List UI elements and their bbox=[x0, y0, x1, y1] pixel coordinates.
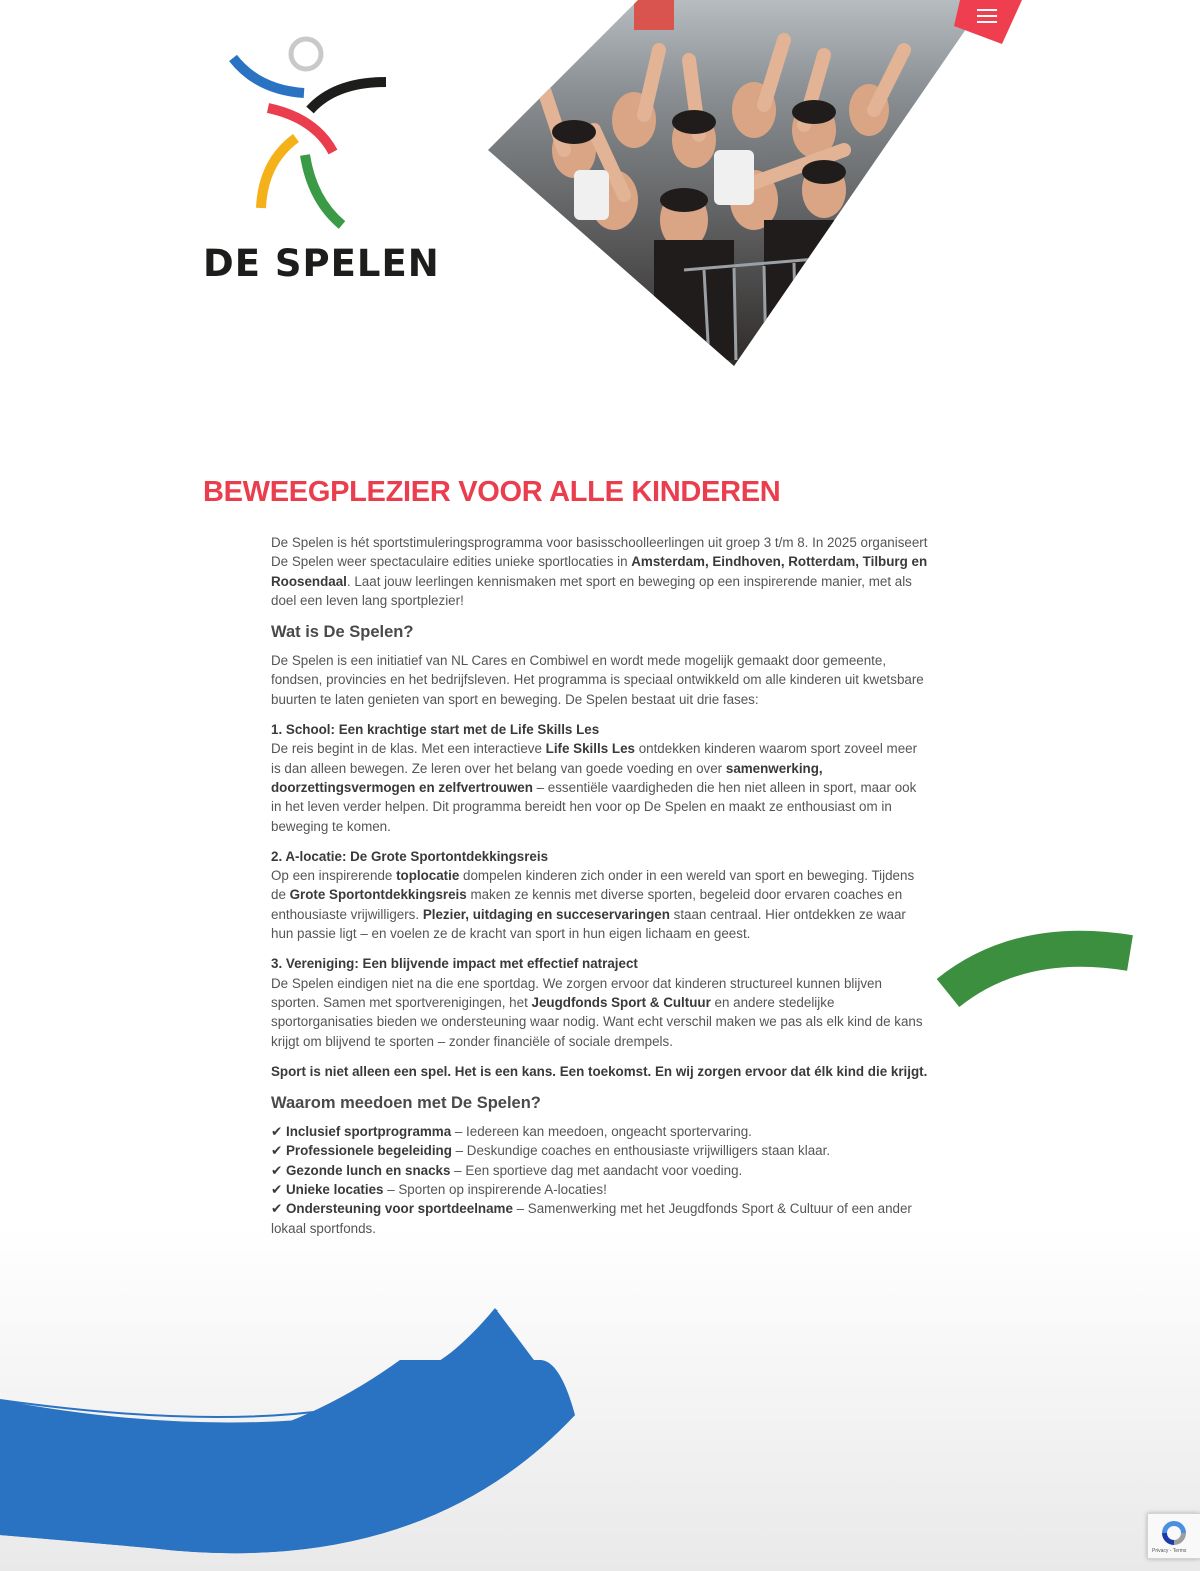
green-arc-decoration bbox=[930, 925, 1150, 1015]
recaptcha-icon bbox=[1159, 1518, 1189, 1548]
recaptcha-links[interactable]: Privacy - Terms bbox=[1152, 1548, 1187, 1554]
intro-text: De Spelen is hét sportstimuleringsprogramma voor basisschoolleerlingen uit groep 3 t/m 8. In 2025 organiseert De Spelen weer spectaculaire edities unieke sportlocaties in bbox=[271, 535, 928, 570]
phase-1 bbox=[271, 720, 929, 836]
phase-2-bold-3: Plezier, uitdaging en succeservaringen bbox=[422, 906, 670, 922]
list-item bbox=[271, 1180, 929, 1199]
hero-photo bbox=[484, 0, 986, 368]
intro-paragraph bbox=[271, 533, 929, 610]
phase-2-text-2: dompelen kinderen zich onder in een wereld van sport en beweging. Tijdens de bbox=[271, 868, 915, 903]
benefit-title: Inclusief sportprogramma bbox=[285, 1124, 452, 1140]
statement-text: Sport is niet alleen een spel. Het is een kans. Een toekomst. En wij zorgen ervoor dat élk kind die krijgt. bbox=[271, 1063, 928, 1079]
phase-3-text-2: en andere stedelijke sportorganisaties bieden we ondersteuning waar nodig. Want echt verschil maken we pas als elk kind de kans krijgt om blijvend te sporten – zonder financiële of sociale drempels. bbox=[271, 994, 923, 1049]
blue-arc-decoration bbox=[0, 1300, 590, 1571]
what-heading: Wat is De Spelen? bbox=[271, 623, 414, 642]
phase-2-bold-2: Grote Sportontdekkingsreis bbox=[289, 887, 467, 903]
page-title: BEWEEGPLEZIER VOOR ALLE KINDEREN bbox=[203, 476, 781, 508]
checkmark-icon: ✔ bbox=[271, 1124, 283, 1140]
benefit-text: – Samenwerking met het Jeugdfonds Sport & Cultuur of een ander lokaal sportfonds. bbox=[271, 1201, 912, 1236]
logo-wordmark: DE SPELEN bbox=[203, 242, 440, 285]
phase-1-bold: Life Skills Les bbox=[545, 741, 635, 757]
phase-3-text: De Spelen eindigen niet na die ene sportdag. We zorgen ervoor dat kinderen structureel kunnen blijven sporten. Samen met sportverenigingen, het bbox=[271, 975, 882, 1010]
phase-2-title: 2. A-locatie: De Grote Sportontdekkingsreis bbox=[271, 848, 549, 864]
phase-3 bbox=[271, 954, 929, 1050]
what-paragraph: De Spelen is een initiatief van NL Cares en Combiwel en wordt mede mogelijk gemaakt door gemeente, fondsen, provincies en het bedrijfsleven. Het programma is speciaal ontwikkeld om alle kinderen uit kwetsbare buurten te laten genieten van sport en beweging. De Spelen bestaat uit drie fases: bbox=[271, 653, 924, 707]
phase-2-text-3: maken ze kennis met diverse sporten, begeleid door ervaren coaches en enthousiaste vrijwilligers. bbox=[271, 887, 903, 922]
main-content bbox=[271, 533, 929, 1238]
phase-1-title: 1. School: Een krachtige start met de Life Skills Les bbox=[271, 722, 600, 738]
list-item bbox=[271, 1122, 929, 1141]
phase-2 bbox=[271, 847, 929, 943]
benefit-text: – Sporten op inspirerende A-locaties! bbox=[383, 1182, 607, 1198]
intro-cities: Amsterdam, Eindhoven, Rotterdam, Tilburg en Roosendaal bbox=[271, 554, 928, 589]
hamburger-icon-bottom bbox=[977, 21, 997, 23]
phase-3-title: 3. Vereniging: Een blijvende impact met effectief natraject bbox=[271, 956, 638, 972]
why-heading: Waarom meedoen met De Spelen? bbox=[271, 1094, 541, 1113]
logo-red-body-icon bbox=[268, 108, 333, 152]
statement bbox=[271, 1062, 929, 1081]
menu-button[interactable] bbox=[950, 0, 1025, 46]
phase-1-text-2: ontdekken kinderen waarom sport zoveel meer is dan alleen bewegen. Ze leren over het belang van goede voeding en over bbox=[271, 741, 918, 776]
logo-yellow-leg-icon bbox=[261, 138, 296, 208]
logo-ring-icon bbox=[291, 39, 321, 69]
phase-1-text: De reis begint in de klas. Met een interactieve bbox=[271, 741, 546, 757]
logo-green-leg-icon bbox=[305, 155, 342, 225]
phase-2-text: Op een inspirerende bbox=[271, 868, 397, 884]
checkmark-icon: ✔ bbox=[271, 1201, 283, 1217]
benefit-title: Gezonde lunch en snacks bbox=[285, 1162, 451, 1178]
phase-1-text-3: – essentiële vaardigheden die hen niet alleen in sport, maar ook in het leven verder helpen. Dit programma bereidt hen voor op De Spelen en maakt ze enthousiast om in beweging te komen. bbox=[271, 779, 917, 834]
list-item bbox=[271, 1199, 929, 1238]
intro-text-end: . Laat jouw leerlingen kennismaken met sport en beweging op een inspirerende manier, met als doel een leven lang sportplezier! bbox=[271, 573, 912, 608]
phase-2-text-4: staan centraal. Hier ontdekken ze waar hun passie ligt – en voelen ze de kracht van sport in hun eigen lichaam en geest. bbox=[271, 906, 906, 942]
logo-black-arm-icon bbox=[310, 82, 386, 110]
benefit-text: – Iedereen kan meedoen, ongeacht sportervaring. bbox=[451, 1124, 752, 1140]
benefit-title: Professionele begeleiding bbox=[285, 1143, 452, 1159]
benefit-title: Unieke locaties bbox=[285, 1182, 384, 1198]
benefits-list bbox=[271, 1122, 929, 1238]
hamburger-icon-middle bbox=[977, 15, 997, 17]
menu-button-background bbox=[950, 0, 1025, 46]
hamburger-icon bbox=[977, 9, 997, 11]
phase-2-bold: toplocatie bbox=[396, 868, 460, 884]
list-item bbox=[271, 1141, 929, 1160]
phase-1-bold-2: samenwerking, doorzettingsvermogen en zelfvertrouwen bbox=[271, 760, 823, 795]
checkmark-icon: ✔ bbox=[271, 1143, 283, 1159]
benefit-text: – Deskundige coaches en enthousiaste vrijwilligers staan klaar. bbox=[451, 1143, 831, 1159]
phase-3-bold: Jeugdfonds Sport & Cultuur bbox=[531, 994, 711, 1010]
cheering-crowd-photo bbox=[484, 0, 986, 368]
checkmark-icon: ✔ bbox=[271, 1162, 283, 1178]
checkmark-icon: ✔ bbox=[271, 1182, 283, 1198]
benefit-title: Ondersteuning voor sportdeelname bbox=[285, 1201, 513, 1217]
list-item bbox=[271, 1161, 929, 1180]
benefit-text: – Een sportieve dag met aandacht voor voeding. bbox=[450, 1162, 743, 1178]
